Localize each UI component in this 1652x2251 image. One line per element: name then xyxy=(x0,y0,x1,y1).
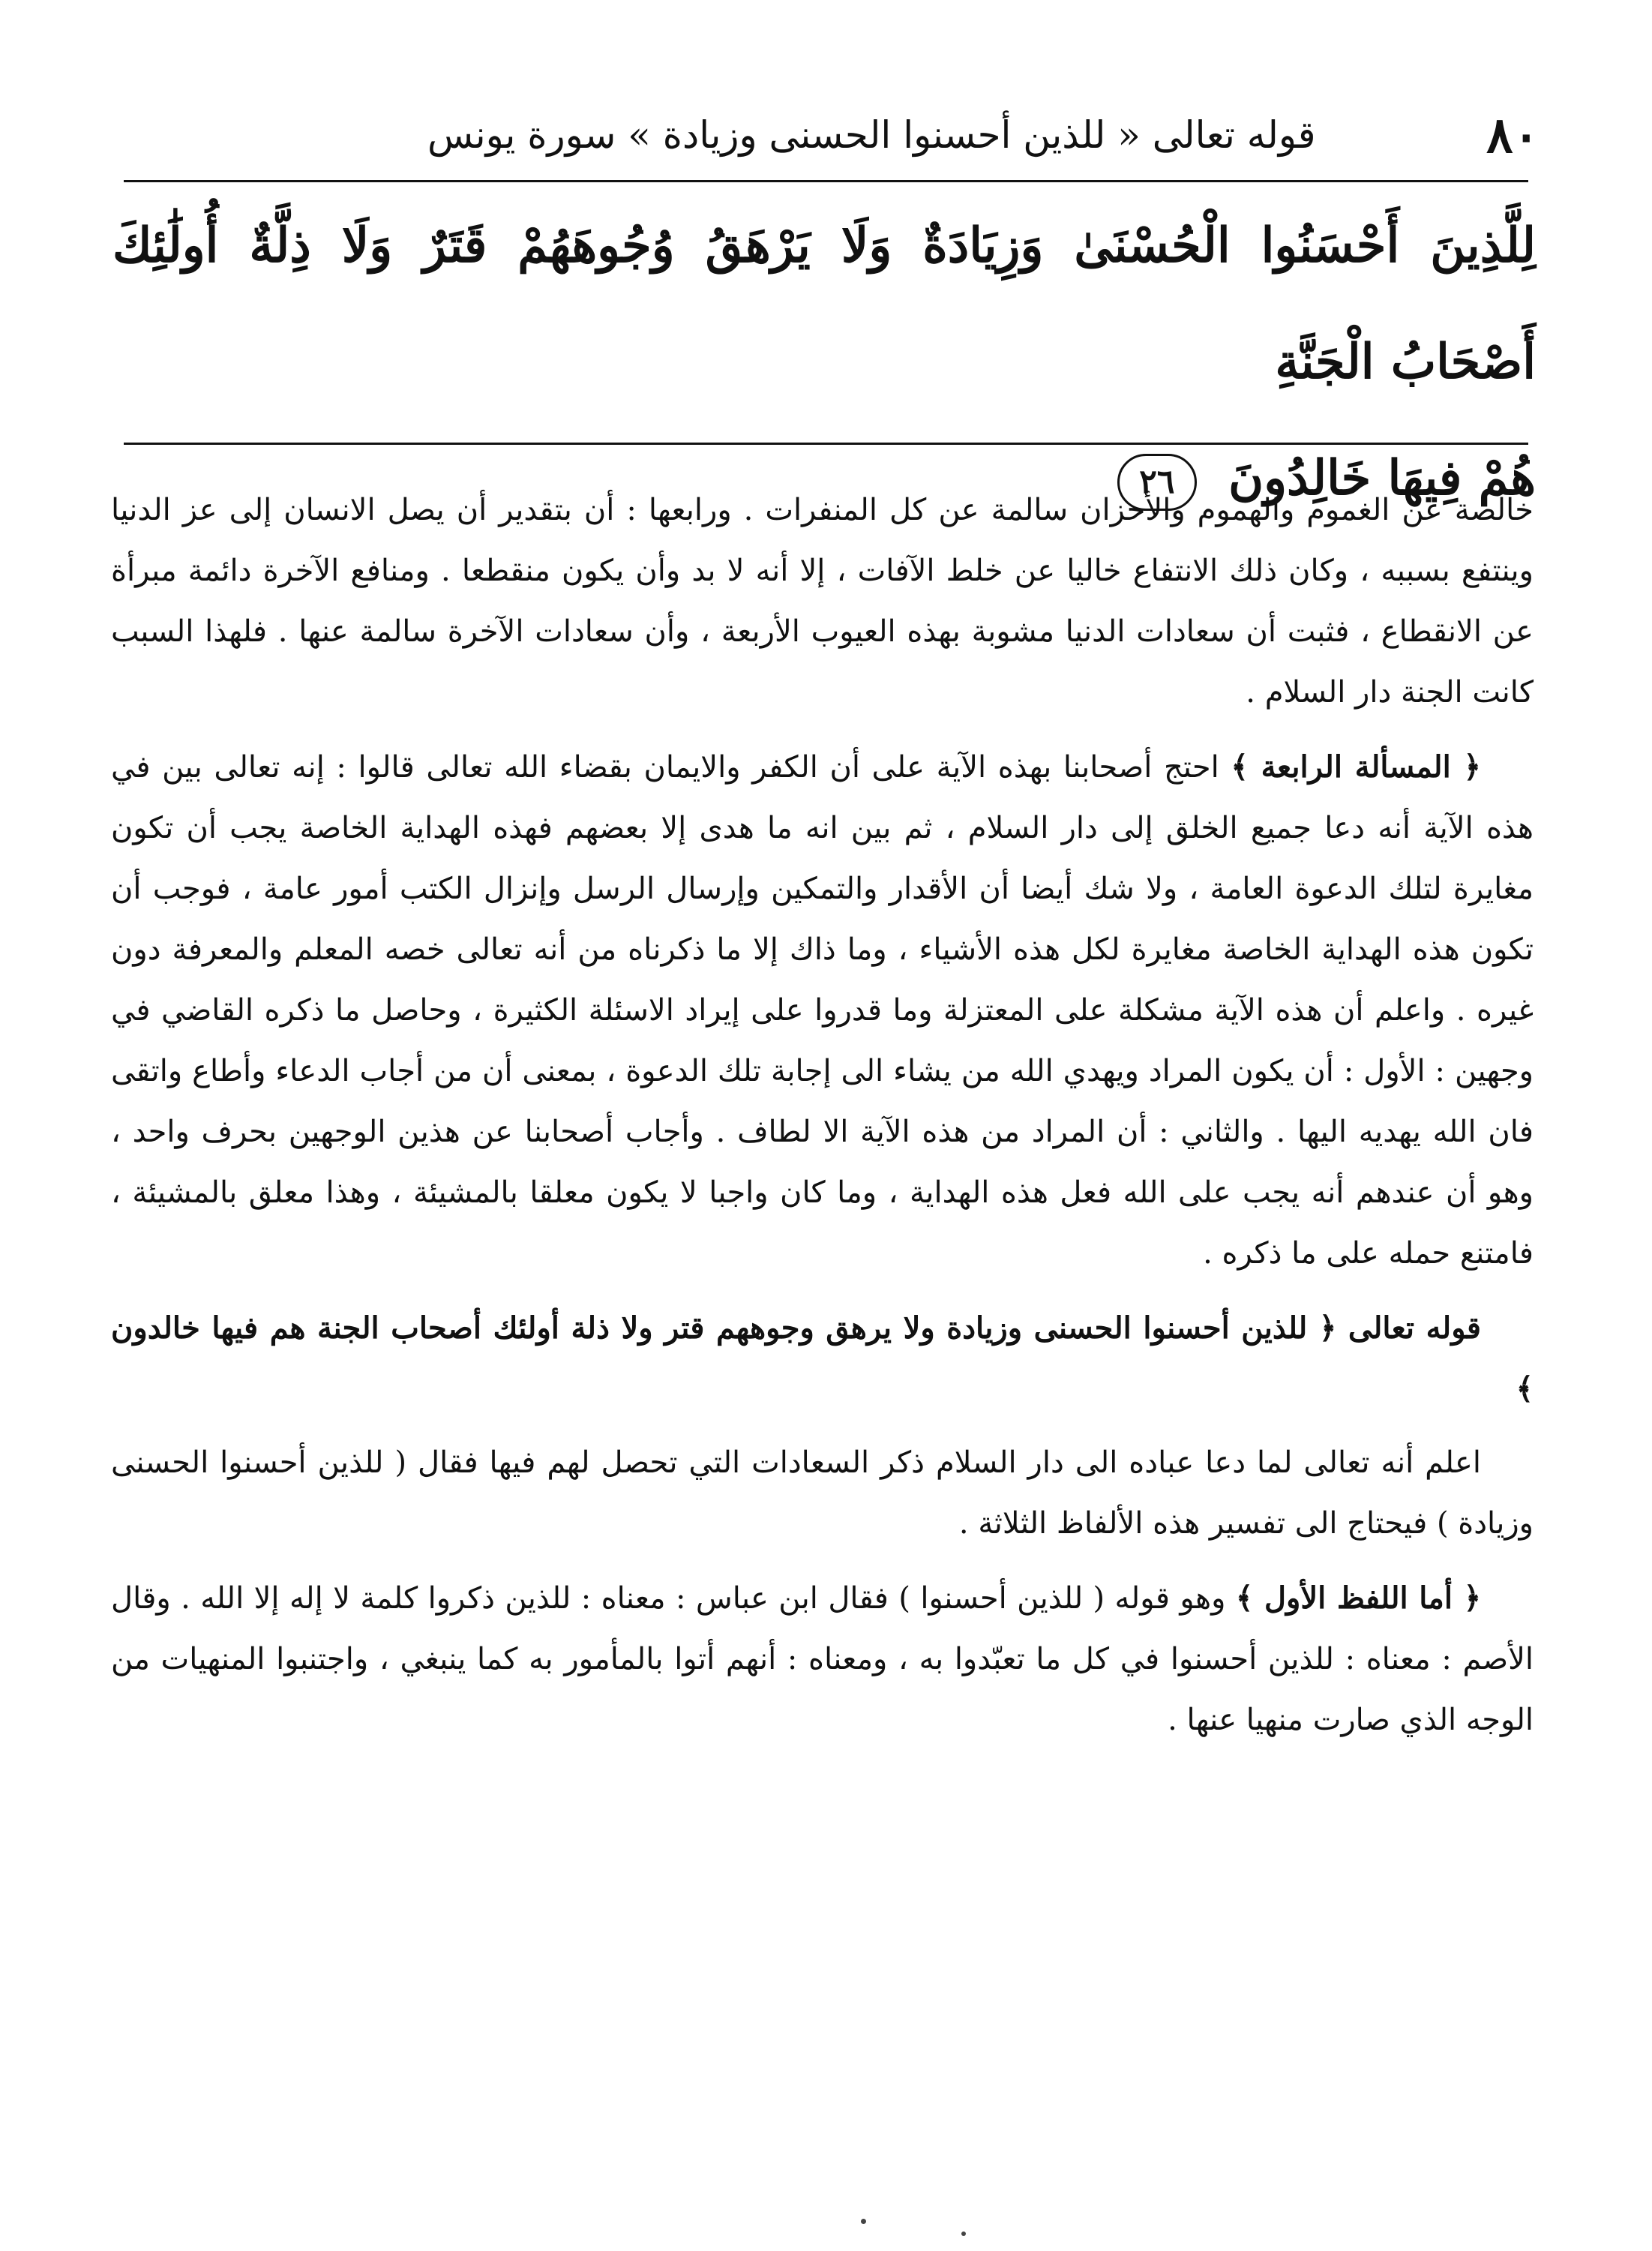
verse-citation-lead: قوله تعالى xyxy=(1348,1310,1481,1346)
section-heading-fourth-issue: ﴿ المسألة الرابعة ﴾ xyxy=(1231,749,1481,785)
paragraph-4: اعلم أنه تعالى لما دعا عباده الى دار السلام ذكر السعادات التي تحصل لهم فيها فقال ( للذين أحسنوا الحسنى وزيادة ) فيحتاج الى تفسير هذه الألفاظ الثلاثة . xyxy=(111,1445,1534,1541)
scan-speck xyxy=(861,2219,866,2224)
page-number: ٨٠ xyxy=(1486,106,1540,164)
paragraph-2-text: احتج أصحابنا بهذه الآية على أن الكفر والايمان بقضاء الله تعالى قالوا : إنه تعالى بين في هذه الآية أنه دعا جميع الخلق إلى دار السلام ، ثم بين انه ما هدى إلا بعضهم فهذه الهداية الخاصة يجب أن تكون مغايرة لتلك الدعوة العامة ، ولا شك أيضا أن الأقدار والتمكين وإرسال الرسل وإنزال الكتب أمور عامة ، فوجب أن تكون هذه الهداية الخاصة مغايرة لكل هذه الأشياء ، وما ذاك إلا ما ذكرناه من أنه تعالى خصه المعلم والمعرفة دون غيره . واعلم أن هذه الآية مشكلة على المعتزلة وما قدروا على إيراد الاسئلة الكثيرة ، وحاصل ما ذكره القاضي في وجهين : الأول : أن يكون المراد ويهدي الله من يشاء الى إجابة تلك الدعوة ، بمعنى أن من أجاب الدعاء وأطاع واتقى فان الله يهديه اليها . والثاني : أن المراد من هذه الآية الا لطاف . وأجاب أصحابنا عن هذين الوجهين بحرف واحد ، وهو أن عندهم أنه يجب على الله فعل هذه الهداية ، وما كان واجبا لا يكون معلقا بالمشيئة ، وهذا معلق بالمشيئة ، فامتنع حمله على ما ذكره . xyxy=(111,750,1534,1271)
verse-number-marker: ٢٦ xyxy=(1117,454,1197,511)
paragraph-5-text: وهو قوله ( للذين أحسنوا ) فقال ابن عباس : معناه : للذين ذكروا كلمة لا إله إلا الله . وقال الأصم : معناه : للذين أحسنوا في كل ما تعبّدوا به ، ومعناه : أنهم أتوا بالمأمور به كما ينبغي ، واجتنبوا المنهيات من الوجه الذي صارت منهيا عنها . xyxy=(111,1581,1534,1737)
verse-line-2-text: هُمْ فِيهَا خَالِدُونَ xyxy=(1228,450,1536,506)
quran-verse xyxy=(112,188,1536,506)
commentary-body xyxy=(111,480,1534,2145)
paragraph-5 xyxy=(111,1568,1534,1751)
paragraph-3-verse-citation xyxy=(111,1298,1534,1419)
paragraph-1: خالصة عن الغموم والهموم والأحزان سالمة عن كل المنفرات . ورابعها : أن بتقدير أن يصل الانسان إلى عز الدنيا وينتفع بسببه ، وكان ذلك الانتفاع خاليا عن خلط الآفات ، إلا أنه لا بد وأن يكون منقطعا . ومنافع الآخرة دائمة مبرأة عن الانقطاع ، فثبت أن سعادات الدنيا مشوبة بهذه العيوب الأربعة ، وأن سعادات الآخرة سالمة عنها . فلهذا السبب كانت الجنة دار السلام . xyxy=(111,493,1534,710)
header-rule xyxy=(124,180,1528,182)
paragraph-2 xyxy=(111,737,1534,1284)
running-title: قوله تعالى « للذين أحسنوا الحسنى وزيادة » سورة يونس xyxy=(427,113,1316,157)
scan-speck xyxy=(961,2231,966,2236)
verse-citation-text: ﴿ للذين أحسنوا الحسنى وزيادة ولا يرهق وجوههم قتر ولا ذلة أولئك أصحاب الجنة هم فيها خالدون ﴾ xyxy=(111,1310,1534,1406)
page-header xyxy=(112,101,1540,169)
verse-rule xyxy=(124,443,1528,445)
verse-line-1: لِلَّذِينَ أَحْسَنُوا الْحُسْنَىٰ وَزِيَادَةٌ وَلَا يَرْهَقُ وُجُوهَهُمْ قَتَرٌ وَلَا ذِلَّةٌ أُولَٰئِكَ أَصْحَابُ الْجَنَّةِ xyxy=(112,218,1536,390)
section-heading-first-word: ﴿ أما اللفظ الأول ﴾ xyxy=(1235,1580,1482,1616)
